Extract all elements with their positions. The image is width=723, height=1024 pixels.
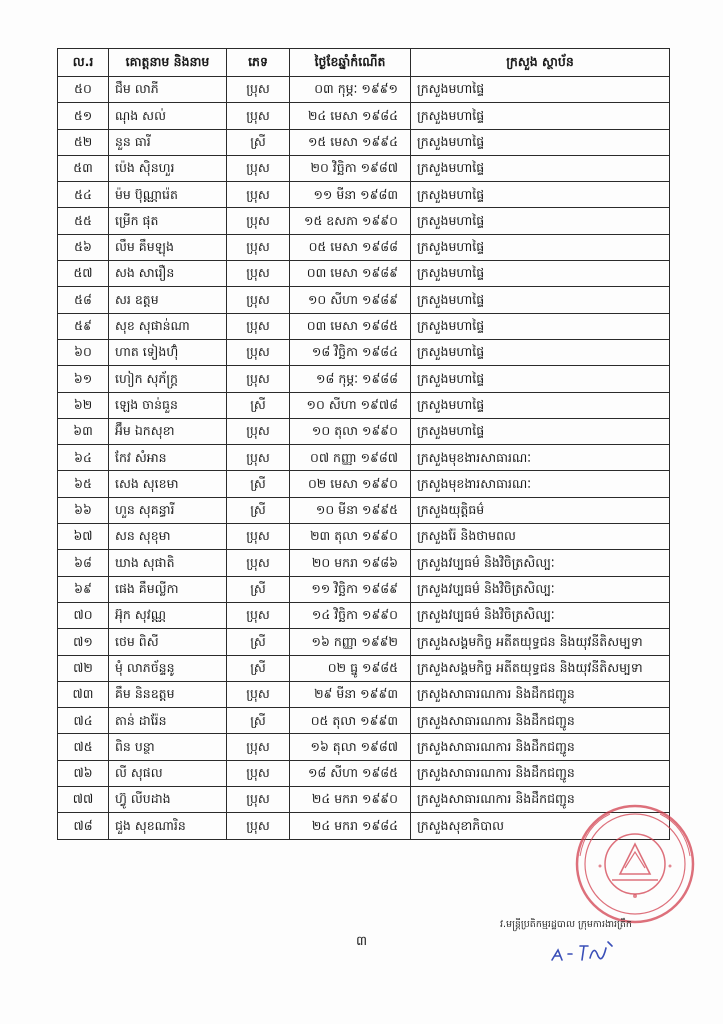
personnel-table <box>57 48 670 840</box>
cell-number: ៧៤ <box>58 708 109 734</box>
cell-name: អ៊ឹម ឯកសុខា <box>109 418 227 444</box>
cell-name: ផេង គឹមល្លីកា <box>109 576 227 602</box>
header-ministry: ក្រសួង ស្ថាប័ន <box>411 49 670 77</box>
cell-sex: ប្រុស <box>227 287 290 313</box>
cell-number: ៥៩ <box>58 313 109 339</box>
cell-name: ហាត ទៀងហ៊ុំ <box>109 339 227 365</box>
cell-number: ៧០ <box>58 602 109 628</box>
cell-number: ៧៦ <box>58 760 109 786</box>
table-row <box>58 708 670 734</box>
cell-ministry: ក្រសួងមហាផ្ទៃ <box>411 366 670 392</box>
cell-name: នួន ធារី <box>109 129 227 155</box>
cell-name: ឡេង ចាន់ធួន <box>109 392 227 418</box>
cell-sex: ប្រុស <box>227 103 290 129</box>
cell-sex: ប្រុស <box>227 313 290 339</box>
cell-date-of-birth: ០៣ មេសា ១៩៨៥ <box>290 313 411 339</box>
table-row <box>58 734 670 760</box>
cell-ministry: ក្រសួងសាធារណការ និងដឹកជញ្ជូន <box>411 708 670 734</box>
table-row <box>58 208 670 234</box>
cell-sex: ប្រុស <box>227 234 290 260</box>
cell-number: ៥២ <box>58 129 109 155</box>
table-row <box>58 339 670 365</box>
cell-date-of-birth: ១០ សីហា ១៩៧៨ <box>290 392 411 418</box>
cell-sex: ប្រុស <box>227 155 290 181</box>
cell-name: ណុង សល់ <box>109 103 227 129</box>
cell-number: ៥០ <box>58 77 109 103</box>
cell-number: ៧២ <box>58 655 109 681</box>
cell-number: ៧៧ <box>58 787 109 813</box>
cell-ministry: ក្រសួងមុខងារសាធារណៈ <box>411 445 670 471</box>
cell-ministry: ក្រសួងវប្បធម៌ និងវិចិត្រសិល្បៈ <box>411 550 670 576</box>
cell-ministry: ក្រសួងមហាផ្ទៃ <box>411 339 670 365</box>
cell-number: ៦៩ <box>58 576 109 602</box>
cell-ministry: ក្រសួងរ៉ែ និងថាមពល <box>411 524 670 550</box>
cell-name: លី សុផល <box>109 760 227 786</box>
cell-date-of-birth: ១៨ កុម្ភៈ ១៩៨៨ <box>290 366 411 392</box>
cell-sex: ប្រុស <box>227 182 290 208</box>
cell-date-of-birth: ១៨ វិច្ឆិកា ១៩៨៤ <box>290 339 411 365</box>
cell-date-of-birth: ២៤ មេសា ១៩៨៤ <box>290 103 411 129</box>
table-row <box>58 366 670 392</box>
table-row <box>58 497 670 523</box>
cell-number: ៧៨ <box>58 813 109 839</box>
cell-number: ៦៣ <box>58 418 109 444</box>
cell-ministry: ក្រសួងមុខងារសាធារណៈ <box>411 471 670 497</box>
cell-name: សន សុខុមា <box>109 524 227 550</box>
cell-name: ប៉េង ស៊ិនហួរ <box>109 155 227 181</box>
table-row <box>58 313 670 339</box>
cell-ministry: ក្រសួងសាធារណការ និងដឹកជញ្ជូន <box>411 787 670 813</box>
cell-name: គឹម និនឧត្តម <box>109 681 227 707</box>
cell-name: អ៊ុក សុវណ្ណ <box>109 602 227 628</box>
cell-name: លឹម គឹមឡុង <box>109 234 227 260</box>
cell-date-of-birth: ១១ មីនា ១៩៨៣ <box>290 182 411 208</box>
header-name: គោត្តនាម និងនាម <box>109 49 227 77</box>
cell-sex: ប្រុស <box>227 787 290 813</box>
cell-sex: ប្រុស <box>227 681 290 707</box>
cell-number: ៥៤ <box>58 182 109 208</box>
cell-sex: ប្រុស <box>227 734 290 760</box>
cell-sex: ស្រី <box>227 471 290 497</box>
table-row <box>58 576 670 602</box>
cell-date-of-birth: ២០ វិច្ឆិកា ១៩៨៧ <box>290 155 411 181</box>
cell-ministry: ក្រសួងសង្គមកិច្ច អតីតយុទ្ធជន និងយុវនីតិសម្បទា <box>411 629 670 655</box>
cell-ministry: ក្រសួងមហាផ្ទៃ <box>411 313 670 339</box>
signature-caption: វ.មន្ត្រីប្រតិកម្មរដ្ឋបាល ក្រុមការងារត្រឹក <box>500 919 632 930</box>
table-row <box>58 261 670 287</box>
table-row <box>58 524 670 550</box>
cell-ministry: ក្រសួងសាធារណការ និងដឹកជញ្ជូន <box>411 760 670 786</box>
cell-sex: ស្រី <box>227 576 290 602</box>
cell-name: ហៀក សុភ័ក្ត្រ <box>109 366 227 392</box>
cell-sex: ស្រី <box>227 629 290 655</box>
cell-sex: ប្រុស <box>227 339 290 365</box>
cell-name: សុខ សុផាន់ណា <box>109 313 227 339</box>
cell-ministry: ក្រសួងវប្បធម៌ និងវិចិត្រសិល្បៈ <box>411 602 670 628</box>
table-row <box>58 760 670 786</box>
cell-number: ៦៦ <box>58 497 109 523</box>
table-row <box>58 418 670 444</box>
cell-date-of-birth: ០៣ កុម្ភៈ ១៩៩១ <box>290 77 411 103</box>
cell-number: ៧១ <box>58 629 109 655</box>
cell-number: ៦៧ <box>58 524 109 550</box>
cell-name: មុំ លាភច័ន្ទនូ <box>109 655 227 681</box>
cell-ministry: ក្រសួងមហាផ្ទៃ <box>411 234 670 260</box>
cell-sex: ស្រី <box>227 655 290 681</box>
cell-sex: ប្រុស <box>227 418 290 444</box>
cell-number: ៦៥ <box>58 471 109 497</box>
cell-date-of-birth: ០២ ធ្នូ ១៩៨៥ <box>290 655 411 681</box>
cell-date-of-birth: ០២ មេសា ១៩៩០ <box>290 471 411 497</box>
cell-number: ៥៨ <box>58 287 109 313</box>
cell-date-of-birth: ០៥ តុលា ១៩៩៣ <box>290 708 411 734</box>
cell-ministry: ក្រសួងមហាផ្ទៃ <box>411 77 670 103</box>
table-row <box>58 629 670 655</box>
header-number: ល.រ <box>58 49 109 77</box>
cell-sex: ស្រី <box>227 708 290 734</box>
cell-ministry: ក្រសួងសាធារណការ និងដឹកជញ្ជូន <box>411 734 670 760</box>
table-row <box>58 471 670 497</box>
cell-number: ៦៨ <box>58 550 109 576</box>
cell-sex: ប្រុស <box>227 208 290 234</box>
cell-number: ៧៣ <box>58 681 109 707</box>
cell-date-of-birth: ១៦ តុលា ១៩៨៧ <box>290 734 411 760</box>
cell-name: ហួន សុគន្ធារី <box>109 497 227 523</box>
cell-date-of-birth: ២៤ មករា ១៩៨៤ <box>290 813 411 839</box>
cell-date-of-birth: ១១ វិច្ឆិកា ១៩៨៩ <box>290 576 411 602</box>
page-number: ៣ <box>355 934 368 949</box>
cell-date-of-birth: ១៦ កញ្ញា ១៩៩២ <box>290 629 411 655</box>
cell-date-of-birth: ០៧ កញ្ញា ១៩៨៧ <box>290 445 411 471</box>
cell-date-of-birth: ០៥ មេសា ១៩៨៨ <box>290 234 411 260</box>
table-row <box>58 602 670 628</box>
cell-ministry: ក្រសួងមហាផ្ទៃ <box>411 155 670 181</box>
cell-name: តាន់ ដារ៉ែន <box>109 708 227 734</box>
official-seal-stamp <box>540 796 710 926</box>
cell-name: កែវ សំអាន <box>109 445 227 471</box>
cell-number: ៥១ <box>58 103 109 129</box>
table-row <box>58 234 670 260</box>
cell-sex: ប្រុស <box>227 760 290 786</box>
table-row <box>58 655 670 681</box>
cell-date-of-birth: ២៤ មករា ១៩៩០ <box>290 787 411 813</box>
table-row <box>58 155 670 181</box>
cell-date-of-birth: ២៣ តុលា ១៩៩០ <box>290 524 411 550</box>
cell-ministry: ក្រសួងមហាផ្ទៃ <box>411 418 670 444</box>
cell-date-of-birth: ១៥ មេសា ១៩៩៤ <box>290 129 411 155</box>
cell-number: ៦៤ <box>58 445 109 471</box>
cell-name: ហ៊្វូ លីបដាង <box>109 787 227 813</box>
cell-ministry: ក្រសួងវប្បធម៌ និងវិចិត្រសិល្បៈ <box>411 576 670 602</box>
cell-sex: ស្រី <box>227 392 290 418</box>
cell-number: ៥៧ <box>58 261 109 287</box>
header-date-of-birth: ថ្ងៃខែឆ្នាំកំណើត <box>290 49 411 77</box>
cell-ministry: ក្រសួងមហាផ្ទៃ <box>411 129 670 155</box>
cell-date-of-birth: ១៤ វិច្ឆិកា ១៩៩០ <box>290 602 411 628</box>
cell-name: សេង សុខេមា <box>109 471 227 497</box>
table-row <box>58 287 670 313</box>
cell-ministry: ក្រសួងមហាផ្ទៃ <box>411 182 670 208</box>
cell-date-of-birth: ១៨ សីហា ១៩៨៥ <box>290 760 411 786</box>
table-body <box>58 77 670 840</box>
table-row <box>58 445 670 471</box>
cell-name: ឃាង សុផាតិ <box>109 550 227 576</box>
cell-number: ៦២ <box>58 392 109 418</box>
cell-ministry: ក្រសួងមហាផ្ទៃ <box>411 392 670 418</box>
cell-sex: ប្រុស <box>227 524 290 550</box>
cell-sex: ស្រី <box>227 497 290 523</box>
cell-ministry: ក្រសួងមហាផ្ទៃ <box>411 261 670 287</box>
cell-sex: ប្រុស <box>227 550 290 576</box>
cell-ministry: ក្រសួងយុត្តិធម៌ <box>411 497 670 523</box>
table-row <box>58 681 670 707</box>
cell-ministry: ក្រសួងសុខាភិបាល <box>411 813 670 839</box>
cell-ministry: ក្រសួងមហាផ្ទៃ <box>411 103 670 129</box>
cell-sex: ប្រុស <box>227 445 290 471</box>
table-row <box>58 392 670 418</box>
cell-date-of-birth: ២០ មករា ១៩៨៦ <box>290 550 411 576</box>
cell-name: សរ ឧត្តម <box>109 287 227 313</box>
table-row <box>58 103 670 129</box>
cell-number: ៥៣ <box>58 155 109 181</box>
cell-name: ម្រើក ផុត <box>109 208 227 234</box>
cell-sex: ប្រុស <box>227 813 290 839</box>
table-row <box>58 182 670 208</box>
cell-ministry: ក្រសួងមហាផ្ទៃ <box>411 287 670 313</box>
cell-name: ម៉ម ប៊ុណ្ណារ៉េត <box>109 182 227 208</box>
cell-date-of-birth: ០៣ មេសា ១៩៨៩ <box>290 261 411 287</box>
cell-name: ថេម ពិសី <box>109 629 227 655</box>
table-row <box>58 550 670 576</box>
cell-ministry: ក្រសួងសង្គមកិច្ច អតីតយុទ្ធជន និងយុវនីតិសម្បទា <box>411 655 670 681</box>
cell-name: ពិន បន្ថា <box>109 734 227 760</box>
cell-date-of-birth: ១០ សីហា ១៩៨៩ <box>290 287 411 313</box>
cell-number: ៥៦ <box>58 234 109 260</box>
cell-sex: ប្រុស <box>227 77 290 103</box>
cell-number: ៧៥ <box>58 734 109 760</box>
cell-sex: ប្រុស <box>227 366 290 392</box>
cell-ministry: ក្រសួងសាធារណការ និងដឹកជញ្ជូន <box>411 681 670 707</box>
cell-date-of-birth: ១០ មីនា ១៩៩៥ <box>290 497 411 523</box>
cell-number: ៦១ <box>58 366 109 392</box>
cell-date-of-birth: ២៩ មីនា ១៩៩៣ <box>290 681 411 707</box>
cell-name: សង សារឿន <box>109 261 227 287</box>
cell-name: ជួង សុខណារិន <box>109 813 227 839</box>
cell-number: ៥៥ <box>58 208 109 234</box>
cell-name: ជឹម លាភី <box>109 77 227 103</box>
cell-ministry: ក្រសួងមហាផ្ទៃ <box>411 208 670 234</box>
cell-sex: ស្រី <box>227 129 290 155</box>
table-row <box>58 77 670 103</box>
table-header-row <box>58 49 670 77</box>
cell-date-of-birth: ១៥ ឧសភា ១៩៩០ <box>290 208 411 234</box>
cell-sex: ប្រុស <box>227 602 290 628</box>
cell-sex: ប្រុស <box>227 261 290 287</box>
cell-number: ៦០ <box>58 339 109 365</box>
cell-date-of-birth: ១០ តុលា ១៩៩០ <box>290 418 411 444</box>
header-sex: ភេទ <box>227 49 290 77</box>
table-row <box>58 129 670 155</box>
